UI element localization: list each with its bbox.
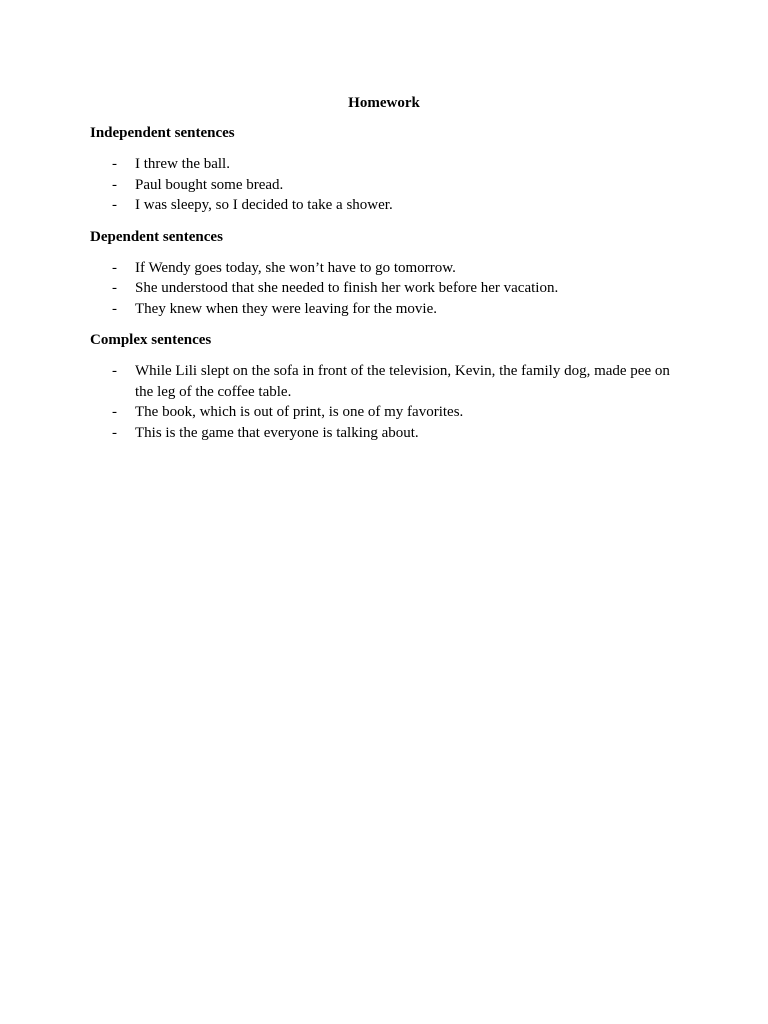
sentence-text: This is the game that everyone is talking about. — [135, 424, 419, 441]
list-bullet: - — [112, 156, 117, 172]
list-bullet: - — [112, 404, 117, 420]
list-bullet: - — [112, 424, 117, 441]
sentence-text: The book, which is out of print, is one of my favorites. — [135, 404, 464, 420]
section-dependent-sentences — [90, 227, 678, 320]
list-item — [90, 361, 678, 402]
list-item — [90, 195, 678, 216]
document-title: Homework — [348, 95, 420, 111]
list-item — [90, 423, 678, 444]
list-item — [90, 402, 678, 423]
list-item — [90, 299, 678, 320]
list-bullet: - — [112, 300, 117, 317]
list-item — [90, 175, 678, 196]
sentence-text: While Lili slept on the sofa in front of the television, Kevin, the family dog, made pee on the leg of the coffee table. — [135, 363, 670, 400]
sentence-list — [90, 154, 678, 216]
document-page — [90, 93, 678, 454]
sentence-text: Paul bought some bread. — [135, 176, 284, 193]
list-bullet: - — [112, 176, 117, 193]
sentence-list — [90, 361, 678, 443]
list-item — [90, 278, 678, 299]
sentence-text: I threw the ball. — [135, 156, 230, 172]
section-heading: Complex sentences — [90, 332, 212, 348]
section-complex-sentences — [90, 330, 678, 443]
list-bullet: - — [112, 197, 117, 213]
sentence-list — [90, 258, 678, 320]
section-heading: Independent sentences — [90, 125, 235, 141]
section-heading: Dependent sentences — [90, 228, 223, 245]
list-bullet: - — [112, 363, 117, 379]
sentence-text: They knew when they were leaving for the movie. — [135, 300, 437, 317]
section-independent-sentences — [90, 123, 678, 216]
list-item — [90, 258, 678, 279]
list-bullet: - — [112, 259, 117, 276]
sentence-text: She understood that she needed to finish her work before her vacation. — [135, 280, 559, 296]
sentence-text: If Wendy goes today, she won’t have to go tomorrow. — [135, 259, 456, 276]
list-item — [90, 154, 678, 175]
list-bullet: - — [112, 280, 117, 296]
sentence-text: I was sleepy, so I decided to take a shower. — [135, 197, 393, 213]
